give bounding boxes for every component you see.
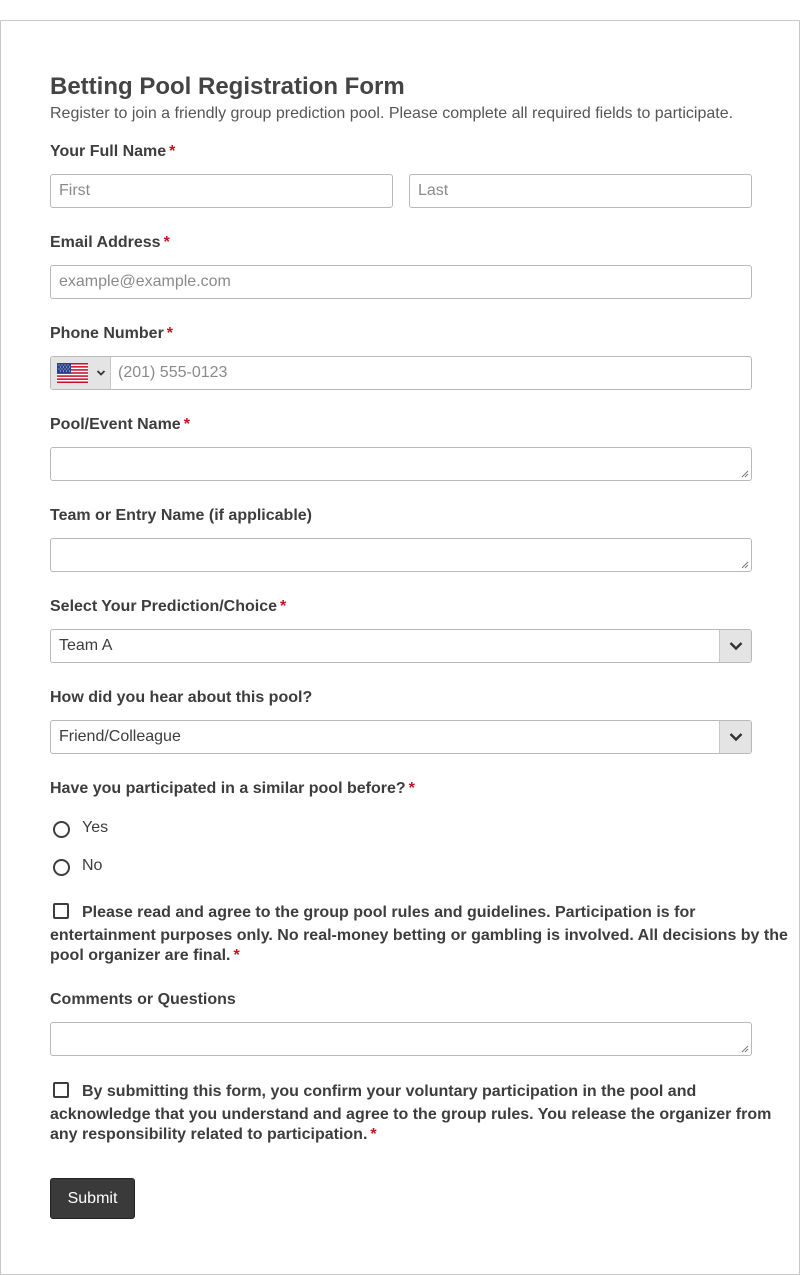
required-marker: * — [166, 325, 174, 342]
us-flag-icon — [57, 363, 88, 383]
chevron-down-icon — [729, 731, 743, 743]
required-marker: * — [370, 1126, 377, 1143]
first-name-input[interactable] — [50, 174, 393, 208]
referral-dropdown-button[interactable] — [719, 721, 751, 753]
rules-text-line: Please read and agree to the group pool rules and guidelines. Participation is for — [82, 904, 696, 921]
phone-field — [50, 356, 752, 390]
confirmation-text-line: By submitting this form, you confirm your voluntary participation in the pool and — [82, 1083, 697, 1100]
form-title: Betting Pool Registration Form — [50, 73, 405, 100]
comments-label: Comments or Questions — [50, 991, 236, 1008]
rules-text-line: pool organizer are final. — [50, 947, 231, 964]
radio-label-yes: Yes — [82, 819, 109, 836]
team-name-label: Team or Entry Name (if applicable) — [50, 507, 312, 524]
phone-input[interactable] — [111, 357, 751, 389]
chevron-down-icon — [96, 368, 106, 378]
chevron-down-icon — [729, 640, 743, 652]
submit-button[interactable]: Submit — [50, 1178, 135, 1219]
referral-selected-value: Friend/Colleague — [59, 728, 181, 745]
prediction-select[interactable] — [50, 629, 752, 663]
email-input[interactable] — [50, 265, 752, 299]
required-marker: * — [183, 416, 190, 433]
country-code-picker[interactable] — [51, 357, 111, 389]
confirmation-checkbox[interactable] — [53, 1082, 69, 1098]
rules-text-line: entertainment purposes only. No real-money betting or gambling is involved. All decisions by the — [50, 927, 788, 944]
rules-agreement — [50, 903, 788, 966]
referral-select[interactable] — [50, 720, 752, 754]
registration-form — [0, 20, 800, 1275]
prediction-dropdown-button[interactable] — [719, 630, 751, 662]
full-name-label: Your Full Name * — [50, 143, 176, 160]
referral-label: How did you hear about this pool? — [50, 689, 313, 706]
rules-agreement-checkbox[interactable] — [53, 903, 69, 919]
form-subtitle: Register to join a friendly group prediction pool. Please complete all required fields to participate. — [50, 105, 734, 122]
last-name-input[interactable] — [409, 174, 752, 208]
required-marker: * — [163, 234, 170, 251]
pool-name-label: Pool/Event Name * — [50, 416, 190, 433]
required-marker: * — [408, 780, 415, 797]
required-marker: * — [233, 947, 240, 964]
confirmation-agreement — [50, 1082, 772, 1145]
prediction-selected-value: Team A — [59, 637, 113, 654]
radio-label-no: No — [82, 857, 103, 874]
prediction-label: Select Your Prediction/Choice * — [50, 598, 287, 615]
radio-button[interactable] — [53, 859, 70, 876]
email-label: Email Address * — [50, 234, 170, 251]
phone-label: Phone Number * — [50, 325, 174, 342]
radio-button[interactable] — [53, 821, 70, 838]
resize-grip-icon[interactable] — [741, 1045, 749, 1053]
resize-grip-icon[interactable] — [741, 470, 749, 478]
resize-grip-icon[interactable] — [741, 561, 749, 569]
confirmation-text-line: any responsibility related to participation. — [50, 1126, 368, 1143]
team-name-textarea[interactable] — [50, 538, 752, 572]
participated-label: Have you participated in a similar pool before? * — [50, 780, 415, 797]
required-marker: * — [169, 143, 176, 160]
pool-name-textarea[interactable] — [50, 447, 752, 481]
confirmation-text-line: acknowledge that you understand and agree to the group rules. You release the organizer from — [50, 1106, 772, 1123]
comments-textarea[interactable] — [50, 1022, 752, 1056]
required-marker: * — [280, 598, 287, 615]
